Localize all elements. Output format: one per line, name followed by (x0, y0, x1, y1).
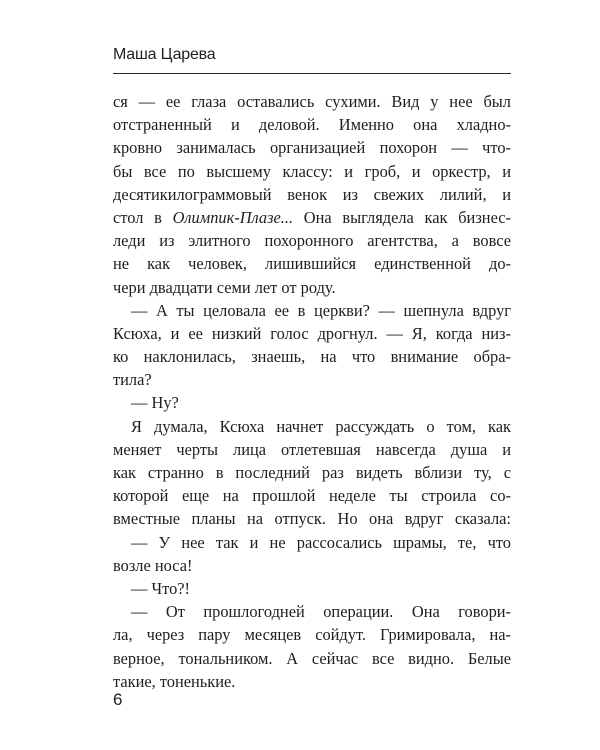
text-line: верное, тональником. А сейчас все видно. Белые (113, 648, 511, 668)
text-line: отстраненный и деловой. Именно она хладно- (113, 115, 511, 135)
text-line: — Ну? (131, 393, 179, 413)
text-line: такие, тоненькие. (113, 671, 236, 691)
text-line: леди из элитного похоронного агентства, а вовсе (113, 231, 511, 251)
text-line: — А ты целовала ее в церкви? — шепнула вдруг (131, 300, 511, 320)
page-number: 6 (113, 690, 123, 709)
text-line: стол в Олимпик-Плазе... Она выглядела как бизнес- (113, 207, 511, 227)
text-line: ла, через пару месяцев сойдут. Гримировала, на- (113, 625, 511, 645)
text-line: чери двадцати семи лет от роду. (113, 277, 336, 297)
text-line: возле носа! (113, 555, 193, 575)
text-line: бы все по высшему классу: и гроб, и оркестр, и (113, 161, 511, 181)
text-line: десятикилограммовый венок из свежих лилий, и (113, 184, 511, 204)
text-line: вместные планы на отпуск. Но она вдруг сказала: (113, 509, 511, 529)
italic-place-name: Олимпик-Плазе... (172, 207, 294, 227)
text-line: как странно в последний раз видеть вблизи ту, с (113, 463, 511, 482)
text-line: которой еще на прошлой неделе ты строила со- (113, 486, 511, 506)
text-line: меняет черты лица отлетевшая навсегда душа и (113, 439, 511, 459)
text-line: кровно занималась организацией похорон — что- (113, 138, 511, 158)
text-line: Я думала, Ксюха начнет рассуждать о том, как (131, 416, 511, 436)
body-text (113, 90, 511, 693)
text-line: — У нее так и не рассосались шрамы, те, что (131, 532, 511, 552)
text-line: ко наклонилась, знаешь, на что внимание обра- (113, 347, 511, 367)
running-head-title: Маша Царева (113, 46, 216, 63)
text-line: не как человек, лишившийся единственной до- (113, 254, 511, 274)
text-line: — Что?! (131, 578, 191, 598)
text-line: Ксюха, и ее низкий голос дрогнул. — Я, когда низ- (113, 323, 511, 343)
text-line: ся — ее глаза оставались сухими. Вид у нее был (113, 92, 511, 111)
header-rule (113, 73, 511, 74)
text-line: тила? (113, 370, 152, 390)
text-line: — От прошлогодней операции. Она говори- (131, 602, 511, 622)
